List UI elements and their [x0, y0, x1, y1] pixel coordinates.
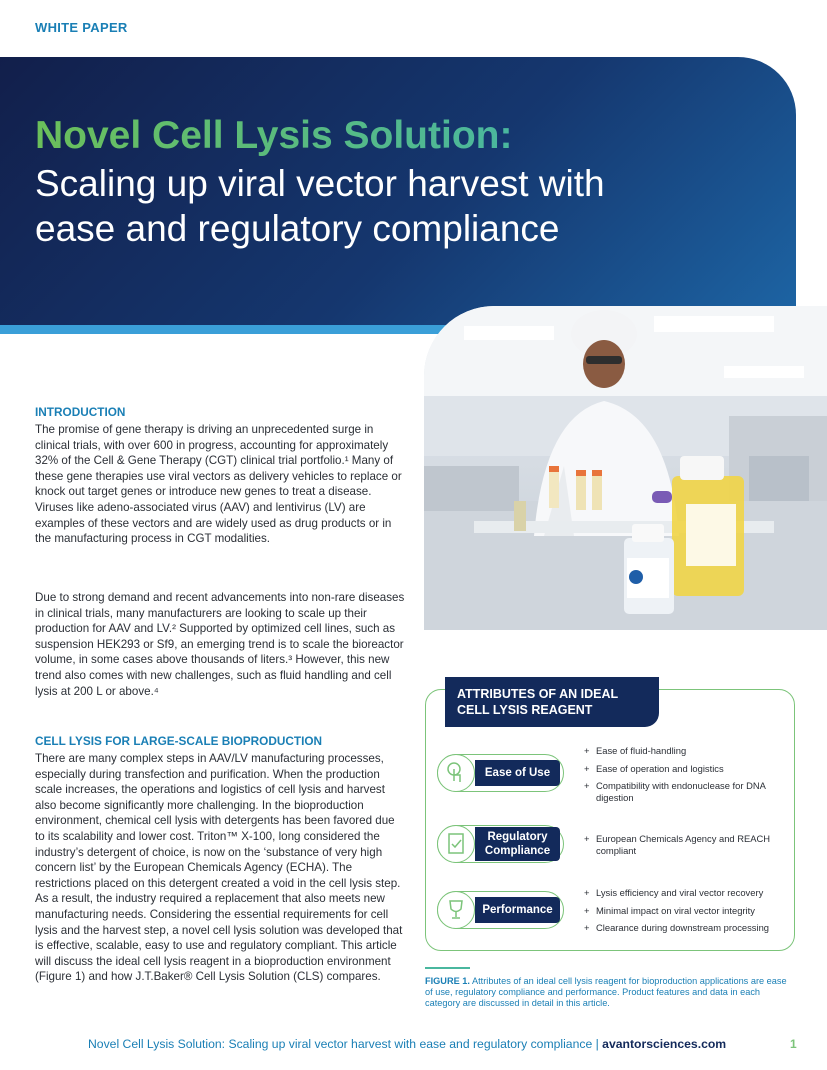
page-footer — [88, 1037, 726, 1051]
figure-caption-rule — [425, 967, 470, 969]
figure-caption-text: Attributes of an ideal cell lysis reagent for bioproduction applications are ease of use, regulatory compliance and performance. Product features and data in each category are discussed in detail in this article. — [425, 976, 787, 1009]
attribute-item: + Minimal impact on viral vector integrity — [584, 905, 755, 917]
document-check-icon — [437, 825, 475, 863]
attribute-item: + Ease of fluid-handling — [584, 745, 686, 757]
hand-tap-icon — [437, 754, 475, 792]
introduction-paragraph-1: The promise of gene therapy is driving an unprecedented surge in clinical trials, with over 600 in progress, accounting for approximately 32% of the Cell & Gene Therapy (CGT) clinical trial portfolio.¹ Many of these gene therapies use viral vectors as delivery vehicles to replace or knock out target genes or introduce new genes to treat a disease. Viruses like adeno-associated virus (AAV) and lentivirus (LV) are examples of these vectors and are widely used as drug products or in the manufacturing process in CGT modalities. — [35, 423, 402, 546]
section-cell-lysis-heading: CELL LYSIS FOR LARGE-SCALE BIOPRODUCTION — [35, 734, 323, 748]
attribute-item: + Ease of operation and logistics — [584, 763, 724, 775]
footer-site-link[interactable]: avantorsciences.com — [602, 1037, 727, 1051]
trophy-icon — [437, 891, 475, 929]
attribute-item: + Lysis efficiency and viral vector recovery — [584, 887, 763, 899]
attribute-item: + European Chemicals Agency and REACH compliant — [584, 833, 774, 856]
footer-text: Novel Cell Lysis Solution: Scaling up viral vector harvest with ease and regulatory compliance | — [88, 1037, 603, 1051]
figure-caption — [425, 976, 795, 1010]
introduction-heading: INTRODUCTION — [35, 405, 126, 419]
hero-title-subtitle: Scaling up viral vector harvest with ease and regulatory compliance — [35, 163, 605, 249]
attribute-item: + Clearance during downstream processing — [584, 922, 769, 934]
hero-title-main: Novel Cell Lysis Solution: — [35, 114, 513, 157]
attribute-performance-label: Performance — [475, 897, 560, 923]
page-number: 1 — [790, 1037, 797, 1051]
lab-scene-illustration — [424, 306, 827, 630]
introduction-paragraph-2: Due to strong demand and recent advancements into non-rare diseases in clinical trials, many manufacturers are looking to scale up their production for AAV and LV.² Supported by optimized cell lines, such as suspension HEK293 or Sf9, an emerging trend is to scale the bioreactor volume, in some cases above thousands of liters.³ However, this new trend also comes with new challenges, such as fluid handling and cell lysis at 200 L or above.⁴ — [35, 591, 405, 698]
document-type-label: WHITE PAPER — [35, 20, 128, 35]
attributes-heading: ATTRIBUTES OF AN IDEAL CELL LYSIS REAGENT — [445, 677, 659, 727]
attribute-regulatory-label: Regulatory Compliance — [475, 827, 560, 861]
attribute-ease-of-use-label: Ease of Use — [475, 760, 560, 786]
section-cell-lysis-paragraph: There are many complex steps in AAV/LV manufacturing processes, especially during transfection and purification. When the production scale increases, the operations and logistics of cell lysis and harvest also become significantly more challenging. In the bioproduction environment, chemical cell lysis with detergents has been favored due to its scalability and lower cost. Triton™ X-100, long considered the industry’s detergent of choice, is now on the ‘substance of very high concern list’ by the European Chemicals Agency (ECHA). The restrictions placed on this detergent created a void in the cell lysis step. As a result, the industry required a replacement that also meets new manufacturing needs. Considering the essential requirements for cell lysis and the harvest step, a novel cell lysis solution was developed that is effective, scalable, easy to use and regulatory compliant. This article will discuss the ideal cell lysis reagent in a bioproduction environment (Figure 1) and how J.T.Baker® Cell Lysis Solution (CLS) compares. — [35, 752, 403, 984]
figure-label: FIGURE 1. — [425, 976, 470, 986]
lab-photo — [424, 306, 827, 630]
attribute-item: + Compatibility with endonuclease for DNA digestion — [584, 780, 774, 803]
